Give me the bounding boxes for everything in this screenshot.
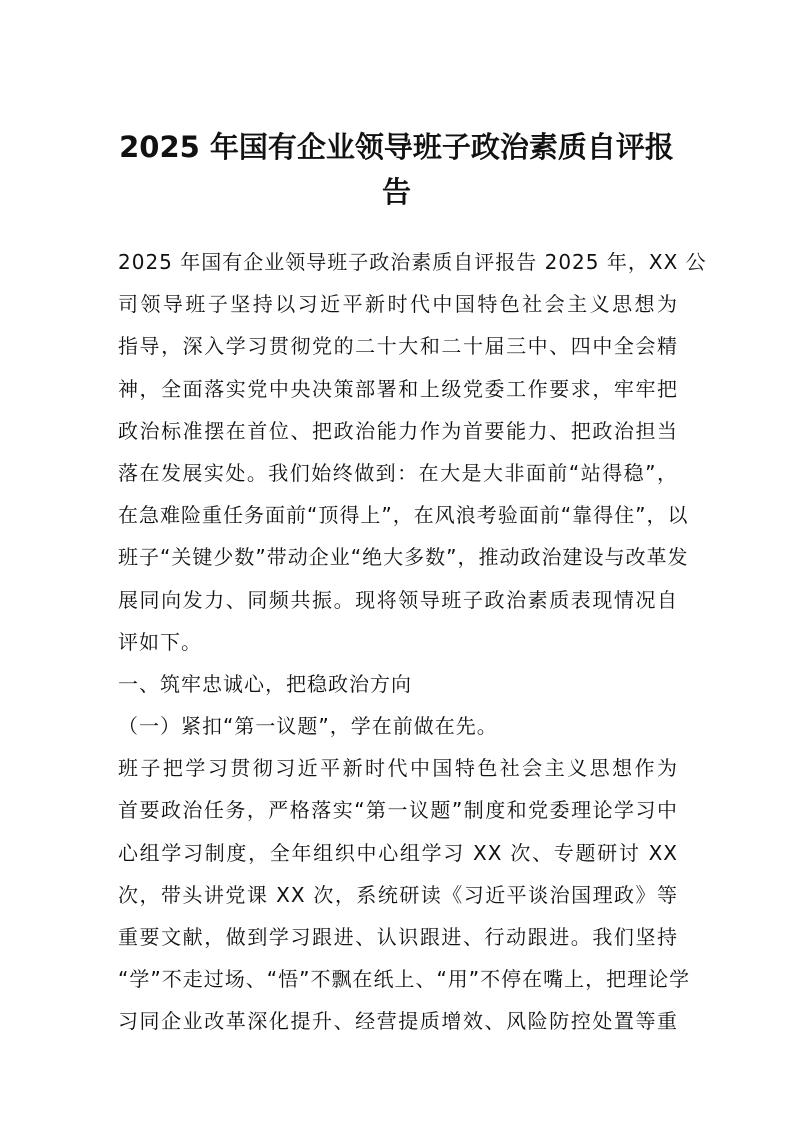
paragraph-line: 神，全面落实党中央决策部署和上级党委工作要求，牢牢把	[118, 376, 678, 401]
document-body	[118, 241, 707, 1043]
paragraph-line: 在急难险重任务面前“顶得上”，在风浪考验面前“靠得住”，以	[118, 503, 689, 528]
paragraph-line: 指导，深入学习贯彻党的二十大和二十届三中、四中全会精	[118, 334, 678, 359]
title-line: 2025 年国有企业领导班子政治素质自评报	[119, 130, 674, 164]
paragraph-line: “学”不走过场、“悟”不飘在纸上、“用”不停在嘴上，把理论学	[118, 967, 691, 992]
document-title	[100, 125, 693, 215]
paragraph-line: 司领导班子坚持以习近平新时代中国特色社会主义思想为	[118, 292, 678, 317]
paragraph-line: 心组学习制度，全年组织中心组学习 XX 次、专题研讨 XX	[118, 840, 678, 865]
paragraph-line: 班子把学习贯彻习近平新时代中国特色社会主义思想作为	[118, 756, 678, 781]
paragraph-line: 班子“关键少数”带动企业“绝大多数”，推动政治建设与改革发	[118, 545, 689, 570]
paragraph-line: 习同企业改革深化提升、经营提质增效、风险防控处置等重	[118, 1009, 678, 1034]
paragraph-line: 首要政治任务，严格落实“第一议题”制度和党委理论学习中	[118, 798, 678, 823]
paragraph-line: 落在发展实处。我们始终做到：在大是大非面前“站得稳”，	[118, 460, 678, 485]
paragraph-line: 评如下。	[118, 629, 202, 654]
section-heading: 一、筑牢忠诚心，把稳政治方向	[118, 671, 412, 696]
subsection-heading: （一）紧扣“第一议题”，学在前做在先。	[118, 714, 498, 739]
paragraph-line: 展同向发力、同频共振。现将领导班子政治素质表现情况自	[118, 587, 678, 612]
paragraph-line: 政治标准摆在首位、把政治能力作为首要能力、把政治担当	[118, 418, 678, 443]
paragraph-line: 次，带头讲党课 XX 次，系统研读《习近平谈治国理政》等	[118, 882, 678, 907]
paragraph-line: 重要文献，做到学习跟进、认识跟进、行动跟进。我们坚持	[118, 925, 678, 949]
title-line: 告	[381, 175, 411, 209]
paragraph-line: 2025 年国有企业领导班子政治素质自评报告 2025 年，XX 公	[118, 250, 707, 274]
